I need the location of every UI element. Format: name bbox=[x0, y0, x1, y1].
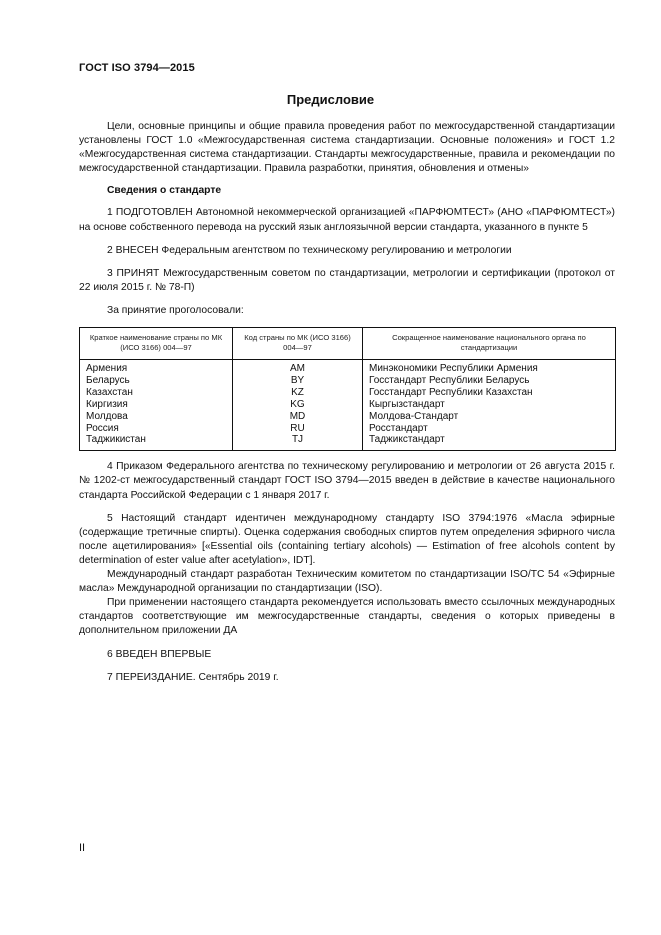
table-row bbox=[80, 360, 616, 375]
country-name: Молдова bbox=[80, 411, 233, 423]
item-4-order: 4 Приказом Федерального агентства по техническому регулированию и метрологии от 26 августа 2015 г. № 1202-ст межгосударственный стандарт ГОСТ ISO 3794—2015 введен в действие в качестве национального стандарта Российской Федерации с 1 января 2017 г. bbox=[79, 461, 615, 501]
standards-body: Таджикстандарт bbox=[363, 434, 616, 450]
item-2-introduced: 2 ВНЕСЕН Федеральным агентством по техническому регулированию и метрологии bbox=[107, 244, 512, 256]
standards-body: Госстандарт Республики Казахстан bbox=[363, 387, 616, 399]
table-row bbox=[80, 375, 616, 387]
standards-body: Молдова-Стандарт bbox=[363, 411, 616, 423]
item-7-reissue: 7 ПЕРЕИЗДАНИЕ. Сентябрь 2019 г. bbox=[107, 671, 279, 683]
country-code: KG bbox=[233, 399, 363, 411]
item-5-application: При применении настоящего стандарта рекомендуется использовать вместо ссылочных международных стандартов соответствующие им межгосударственные стандарты, сведения о которых приведены в дополнительном приложении ДА bbox=[79, 597, 615, 637]
country-code: MD bbox=[233, 411, 363, 423]
intro-paragraph: Цели, основные принципы и общие правила проведения работ по межгосударственной стандартизации установлены ГОСТ 1.0 «Межгосударственная система стандартизации. Основные положения» и ГОСТ 1.2 «Межгосударственная система стандартизации. Стандарты межгосударственные, правила и рекомендации по межгосударственной стандартизации. Правила разработки, принятия, обновления и отмены» bbox=[79, 121, 615, 175]
country-name: Беларусь bbox=[80, 375, 233, 387]
page-title: Предисловие bbox=[286, 92, 375, 107]
column-header-code: Код страны по МК (ИСО 3166) 004—97 bbox=[233, 328, 363, 360]
item-1-prepared: 1 ПОДГОТОВЛЕН Автономной некоммерческой организацией «ПАРФЮМТЕСТ» (АНО «ПАРФЮМТЕСТ») на основе собственного перевода на русский язык англоязычной версии стандарта, указанного в пункте 5 bbox=[79, 207, 615, 233]
column-header-body: Сокращенное наименование национального органа по стандартизации bbox=[363, 328, 616, 360]
vote-intro: За принятие проголосовали: bbox=[107, 304, 244, 316]
item-6-introduced-first: 6 ВВЕДЕН ВПЕРВЫЕ bbox=[107, 648, 212, 660]
country-name: Таджикистан bbox=[80, 434, 233, 450]
country-name: Россия bbox=[80, 423, 233, 435]
item-3-adopted: 3 ПРИНЯТ Межгосударственным советом по стандартизации, метрологии и сертификации (протокол от 22 июля 2015 г. № 78-П) bbox=[79, 267, 615, 293]
table-header-row bbox=[80, 328, 616, 360]
section-subheading: Сведения о стандарте bbox=[107, 185, 222, 197]
standards-body: Росстандарт bbox=[363, 423, 616, 435]
voting-table bbox=[79, 327, 616, 451]
column-header-country: Краткое наименование страны по МК (ИСО 3166) 004—97 bbox=[80, 328, 233, 360]
country-name: Киргизия bbox=[80, 399, 233, 411]
country-code: BY bbox=[233, 375, 363, 387]
item-5-identity: 5 Настоящий стандарт идентичен международному стандарту ISO 3794:1976 «Масла эфирные (содержащие третичные спирты). Оценка содержания свободных спиртов путем определения эфирного числа после ацетилирования» [«Essential oils (containing tertiary alcohols) — Estimation of free alcohols content by determination of ester value after acetylation», IDT]. bbox=[79, 512, 615, 566]
page-number: II bbox=[79, 842, 86, 854]
document-header: ГОСТ ISO 3794—2015 bbox=[79, 62, 195, 74]
main-content bbox=[79, 120, 615, 685]
country-name: Казахстан bbox=[80, 387, 233, 399]
country-code: TJ bbox=[233, 434, 363, 450]
standards-body: Минэкономики Республики Армения bbox=[363, 360, 616, 375]
country-code: AM bbox=[233, 360, 363, 375]
table-row bbox=[80, 411, 616, 423]
table-row bbox=[80, 399, 616, 411]
country-code: KZ bbox=[233, 387, 363, 399]
country-code: RU bbox=[233, 423, 363, 435]
table-row bbox=[80, 423, 616, 435]
country-name: Армения bbox=[80, 360, 233, 375]
table-row bbox=[80, 434, 616, 450]
standards-body: Госстандарт Республики Беларусь bbox=[363, 375, 616, 387]
item-5-committee: Международный стандарт разработан Техническим комитетом по стандартизации ISO/TC 54 «Эфирные масла» Международной организации по стандартизации (ISO). bbox=[79, 569, 615, 595]
standards-body: Кыргызстандарт bbox=[363, 399, 616, 411]
table-row bbox=[80, 387, 616, 399]
